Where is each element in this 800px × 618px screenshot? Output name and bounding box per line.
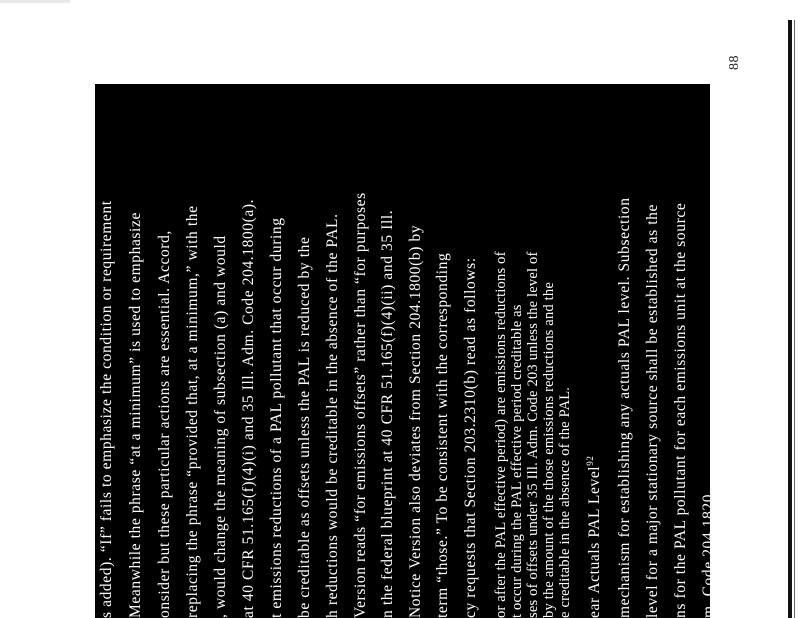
text-line: Notice Version also deviates from Section 204.1800(b) by bbox=[407, 224, 424, 618]
text-line: s added). “If” fails to emphasize the condition or requirement bbox=[98, 200, 115, 618]
page-edge-top bbox=[0, 0, 70, 3]
text-line: ns for the PAL pollutant for each emissions unit at the source bbox=[672, 202, 689, 618]
text-line: mechanism for establishing any actuals PAL level. Subsection bbox=[616, 197, 633, 618]
text-line: Meanwhile the phrase “at a minimum” is used to emphasize bbox=[127, 212, 144, 618]
text-line: e creditable in the absence of the PAL. bbox=[557, 386, 573, 618]
text-line: or after the PAL effective period) are emissions reductions of bbox=[493, 251, 509, 618]
inverted-text-block bbox=[95, 84, 717, 618]
text-line: Version reads “for emissions offsets” rather than “for purposes bbox=[352, 192, 369, 618]
text-line: onsider but these particular actions are essential. Accord, bbox=[156, 230, 173, 618]
page-edge-right bbox=[788, 20, 792, 618]
text-line: ses of offsets under 35 Ill. Adm. Code 203 unless the level of bbox=[525, 251, 541, 618]
heading-line: ear Actuals PAL Level$^{92}$ bbox=[584, 455, 603, 618]
text-line: n the federal blueprint at 40 CFR 51.165(f)(4)(ii) and 35 Ill. bbox=[379, 209, 396, 618]
text-line: h reductions would be creditable in the absence of the PAL. bbox=[324, 213, 341, 618]
page-number: 88 bbox=[727, 55, 742, 70]
text-line: at 40 CFR 51.165(f)(4)(i) and 35 Ill. Adm. Code 204.1800(a). bbox=[240, 198, 257, 618]
text-line: t occur during the PAL effective period creditable as bbox=[509, 304, 525, 618]
text-line: t emissions reductions of a PAL pollutant that occur during bbox=[268, 217, 285, 618]
rotated-page-content bbox=[95, 0, 742, 618]
page-edge-right-thin bbox=[794, 20, 795, 618]
text-line: replacing the phrase “provided that, at a minimum,” with the bbox=[184, 205, 201, 618]
text-line: , would change the meaning of subsection (a) and would bbox=[212, 235, 229, 618]
footnote-mark: 92 bbox=[584, 455, 595, 466]
text-line: cy requests that Section 203.2310(b) read as follows: bbox=[462, 257, 479, 618]
text-line: be creditable as offsets unless the PAL is reduced by the bbox=[296, 236, 313, 618]
text-line: term “those.” To be consistent with the corresponding bbox=[434, 252, 451, 618]
text-line: m. Code 204.1820. bbox=[700, 489, 717, 618]
text-line: level for a major stationary source shall be established as the bbox=[644, 204, 661, 618]
text-line: by the amount of the those emissions reductions and the bbox=[541, 282, 557, 618]
